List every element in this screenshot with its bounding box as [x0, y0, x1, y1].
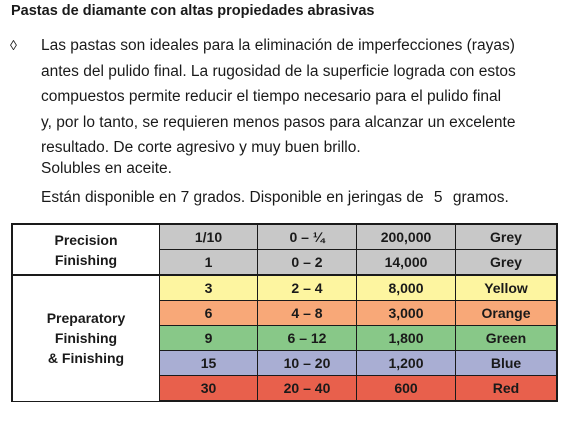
cell-color: Red [456, 376, 558, 402]
cell-grade: 15 [160, 351, 258, 376]
group-label-line: & Finishing [47, 350, 125, 367]
group-label-preparatory-finishing [12, 275, 160, 401]
grades-availability-text [41, 189, 509, 207]
group-label-line: Finishing [54, 251, 118, 268]
cell-grade: 30 [160, 376, 258, 402]
cell-micron: 20 – 40 [258, 376, 357, 402]
cell-color: Blue [456, 351, 558, 376]
paragraph-line: y, por lo tanto, se requieren menos pasos para alcanzar un excelente [41, 113, 516, 131]
cell-grade: 9 [160, 326, 258, 351]
cell-micron: 0 – 2 [258, 250, 357, 276]
cell-grade: 1 [160, 250, 258, 276]
grades-table [11, 223, 558, 402]
cell-mesh: 8,000 [357, 275, 456, 301]
page-title: Pastas de diamante con altas propiedades abrasivas [11, 3, 375, 19]
solubility-text: Solubles en aceite. [41, 160, 172, 177]
syringe-amount: 5 [433, 189, 443, 206]
cell-color: Orange [456, 301, 558, 326]
cell-mesh: 1,800 [357, 326, 456, 351]
cell-mesh: 1,200 [357, 351, 456, 376]
cell-color: Grey [456, 250, 558, 276]
cell-grade: 6 [160, 301, 258, 326]
cell-micron: 0 – ¼ [258, 224, 357, 250]
cell-mesh: 600 [357, 376, 456, 402]
cell-grade: 3 [160, 275, 258, 301]
cell-mesh: 14,000 [357, 250, 456, 276]
diamond-bullet-icon: ◊ [10, 37, 17, 53]
cell-micron: 10 – 20 [258, 351, 357, 376]
table-row [12, 275, 557, 301]
cell-color: Yellow [456, 275, 558, 301]
cell-mesh: 3,000 [357, 301, 456, 326]
paragraph-line: antes del pulido final. La rugosidad de la superficie lograda con estos [41, 62, 516, 80]
group-label-line: Finishing [54, 330, 118, 347]
grades-text-after: gramos. [452, 189, 509, 206]
grades-text-before: Están disponible en 7 grados. Disponible en jeringas de [41, 189, 424, 206]
group-label-precision-finishing [12, 224, 160, 275]
group-label-line: Precision [54, 231, 118, 248]
group-label-line: Preparatory [46, 310, 126, 327]
cell-micron: 4 – 8 [258, 301, 357, 326]
description-paragraph [41, 33, 557, 161]
cell-mesh: 200,000 [357, 224, 456, 250]
paragraph-line: Las pastas son ideales para la eliminación de imperfecciones (rayas) [41, 37, 515, 54]
cell-micron: 6 – 12 [258, 326, 357, 351]
cell-color: Green [456, 326, 558, 351]
cell-micron: 2 – 4 [258, 275, 357, 301]
table-row [12, 224, 557, 250]
cell-grade: 1/10 [160, 224, 258, 250]
paragraph-line: compuestos permite reducir el tiempo necesario para el pulido final [41, 88, 502, 105]
cell-color: Grey [456, 224, 558, 250]
paragraph-line: resultado. De corte agresivo y muy buen brillo. [41, 139, 361, 156]
